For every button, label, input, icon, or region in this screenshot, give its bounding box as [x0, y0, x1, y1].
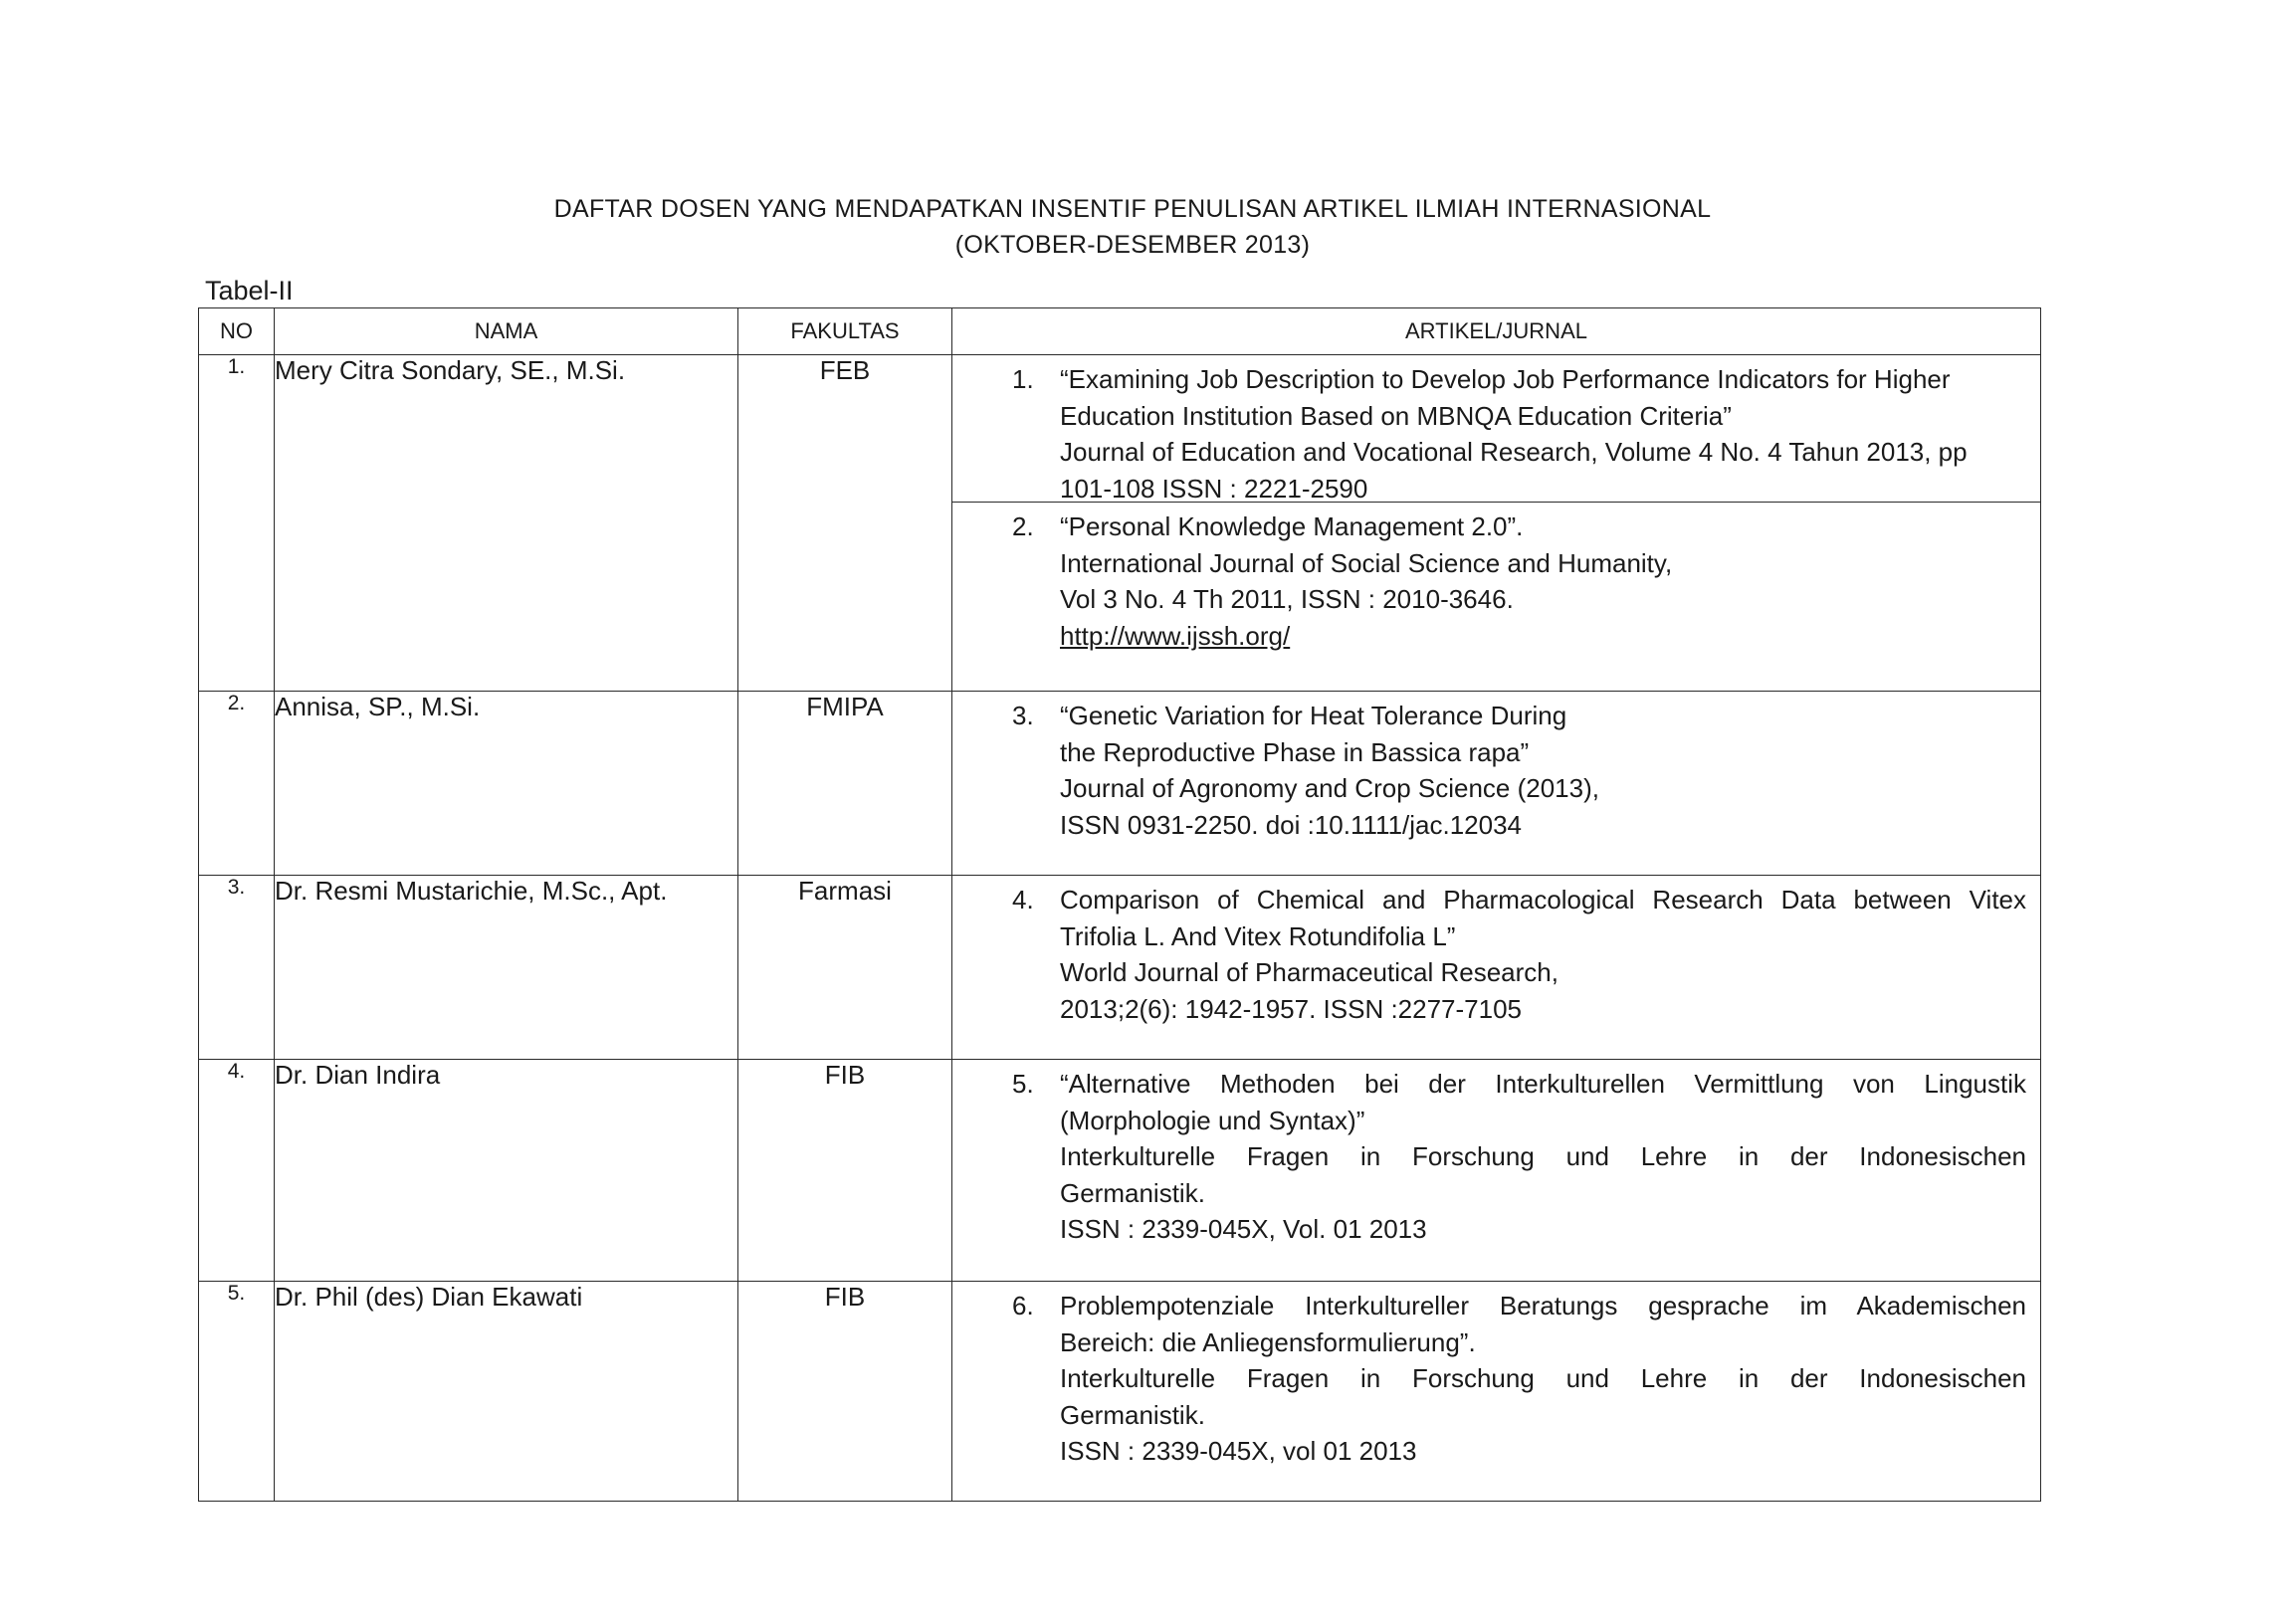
article-line: Interkulturelle Fragen in Forschung und Lehre in der Indonesischen	[1060, 1363, 2026, 1393]
article-line: 2013;2(6): 1942-1957. ISSN :2277-7105	[1060, 993, 1523, 1024]
article-entry	[952, 502, 2040, 658]
faculty-label: FIB	[824, 1282, 866, 1312]
article-entry	[952, 692, 2040, 847]
article-number: 2.	[1012, 511, 1034, 541]
column-header-fakultas: FAKULTAS	[738, 308, 952, 355]
article-entry	[952, 1282, 2040, 1474]
table-header-row	[199, 308, 2041, 355]
article-link[interactable]: http://www.ijssh.org/	[1060, 620, 1291, 651]
article-text	[1060, 508, 2026, 654]
faculty-label: FIB	[824, 1060, 866, 1090]
article-line: Journal of Agronomy and Crop Science (2013),	[1060, 773, 1599, 803]
lecturer-name: Dr. Resmi Mustarichie, M.Sc., Apt.	[275, 876, 738, 1060]
table-label: Tabel-II	[205, 276, 294, 305]
article-line: ISSN : 2339-045X, vol 01 2013	[1060, 1436, 1417, 1466]
article-line: the Reproductive Phase in Bassica rapa”	[1060, 736, 1530, 767]
table-row	[199, 1060, 2041, 1282]
article-line: Education Institution Based on MBNQA Education Criteria”	[1060, 400, 1732, 431]
row-number: 3.	[199, 876, 275, 1060]
article-line: ISSN 0931-2250. doi :10.1111/jac.12034	[1060, 809, 1523, 840]
faculty-label: FEB	[819, 355, 871, 385]
article-number: 1.	[1012, 364, 1034, 394]
row-number: 5.	[199, 1282, 275, 1502]
lecturer-table	[198, 307, 2041, 1502]
article-line: Journal of Education and Vocational Research, Volume 4 No. 4 Tahun 2013, pp	[1060, 437, 1968, 467]
article-line: 101-108 ISSN : 2221-2590	[1060, 473, 1368, 504]
article-text	[1060, 882, 2026, 1027]
article-entry	[952, 355, 2040, 502]
faculty	[738, 355, 952, 692]
column-header-nama: NAMA	[275, 308, 738, 355]
document-subtitle-period: (OKTOBER-DESEMBER 2013)	[954, 231, 1311, 259]
article-number: 5.	[1012, 1069, 1034, 1099]
faculty	[738, 1282, 952, 1502]
column-header-no: NO	[199, 308, 275, 355]
articles-cell	[952, 692, 2041, 876]
table-row	[199, 876, 2041, 1060]
articles-cell	[952, 1060, 2041, 1282]
faculty-label: Farmasi	[798, 876, 892, 906]
document-title: DAFTAR DOSEN YANG MENDAPATKAN INSENTIF PENULISAN ARTIKEL ILMIAH INTERNASIONAL	[553, 195, 1712, 223]
lecturer-name: Dr. Dian Indira	[275, 1060, 738, 1282]
faculty	[738, 876, 952, 1060]
faculty	[738, 692, 952, 876]
lecturer-name: Dr. Phil (des) Dian Ekawati	[275, 1282, 738, 1502]
article-line: Vol 3 No. 4 Th 2011, ISSN : 2010-3646.	[1060, 584, 1514, 614]
column-header-artikel: ARTIKEL/JURNAL	[952, 308, 2041, 355]
article-line: Problempotenziale Interkultureller Beratungs gesprache im Akademischen	[1060, 1291, 2026, 1320]
row-number: 1.	[199, 355, 275, 692]
table-row	[199, 692, 2041, 876]
article-text	[1060, 1288, 2026, 1470]
row-number: 4.	[199, 1060, 275, 1282]
article-text	[1060, 698, 2026, 843]
article-line: (Morphologie und Syntax)”	[1060, 1105, 1365, 1135]
article-line: Germanistik.	[1060, 1177, 1205, 1208]
faculty	[738, 1060, 952, 1282]
article-number: 6.	[1012, 1291, 1034, 1320]
article-line: Bereich: die Anliegensformulierung”.	[1060, 1326, 1476, 1357]
article-number: 4.	[1012, 885, 1034, 914]
faculty-label: FMIPA	[806, 692, 884, 721]
article-line: Comparison of Chemical and Pharmacological Research Data between Vitex	[1060, 885, 2026, 914]
articles-cell	[952, 876, 2041, 1060]
article-line: Germanistik.	[1060, 1399, 1205, 1430]
lecturer-name: Annisa, SP., M.Si.	[275, 692, 738, 876]
article-line: “Genetic Variation for Heat Tolerance During	[1060, 701, 1567, 730]
article-entry	[952, 876, 2040, 1031]
row-number: 2.	[199, 692, 275, 876]
article-line: Interkulturelle Fragen in Forschung und Lehre in der Indonesischen	[1060, 1141, 2026, 1171]
article-line: International Journal of Social Science and Humanity,	[1060, 547, 1673, 578]
article-line: “Alternative Methoden bei der Interkulturellen Vermittlung von Lingustik	[1060, 1069, 2026, 1099]
lecturer-name: Mery Citra Sondary, SE., M.Si.	[275, 355, 738, 692]
table-row	[199, 355, 2041, 692]
article-line: World Journal of Pharmaceutical Research,	[1060, 957, 1558, 987]
article-entry	[952, 1060, 2040, 1252]
article-line: “Personal Knowledge Management 2.0”.	[1060, 511, 1524, 541]
article-text	[1060, 361, 2026, 504]
article-number: 3.	[1012, 701, 1034, 730]
articles-cell	[952, 355, 2041, 692]
articles-cell	[952, 1282, 2041, 1502]
article-line: “Examining Job Description to Develop Job Performance Indicators for Higher	[1060, 364, 1951, 394]
table-row	[199, 1282, 2041, 1502]
article-line: ISSN : 2339-045X, Vol. 01 2013	[1060, 1214, 1427, 1244]
article-text	[1060, 1066, 2026, 1248]
article-line: Trifolia L. And Vitex Rotundifolia L”	[1060, 920, 1456, 951]
